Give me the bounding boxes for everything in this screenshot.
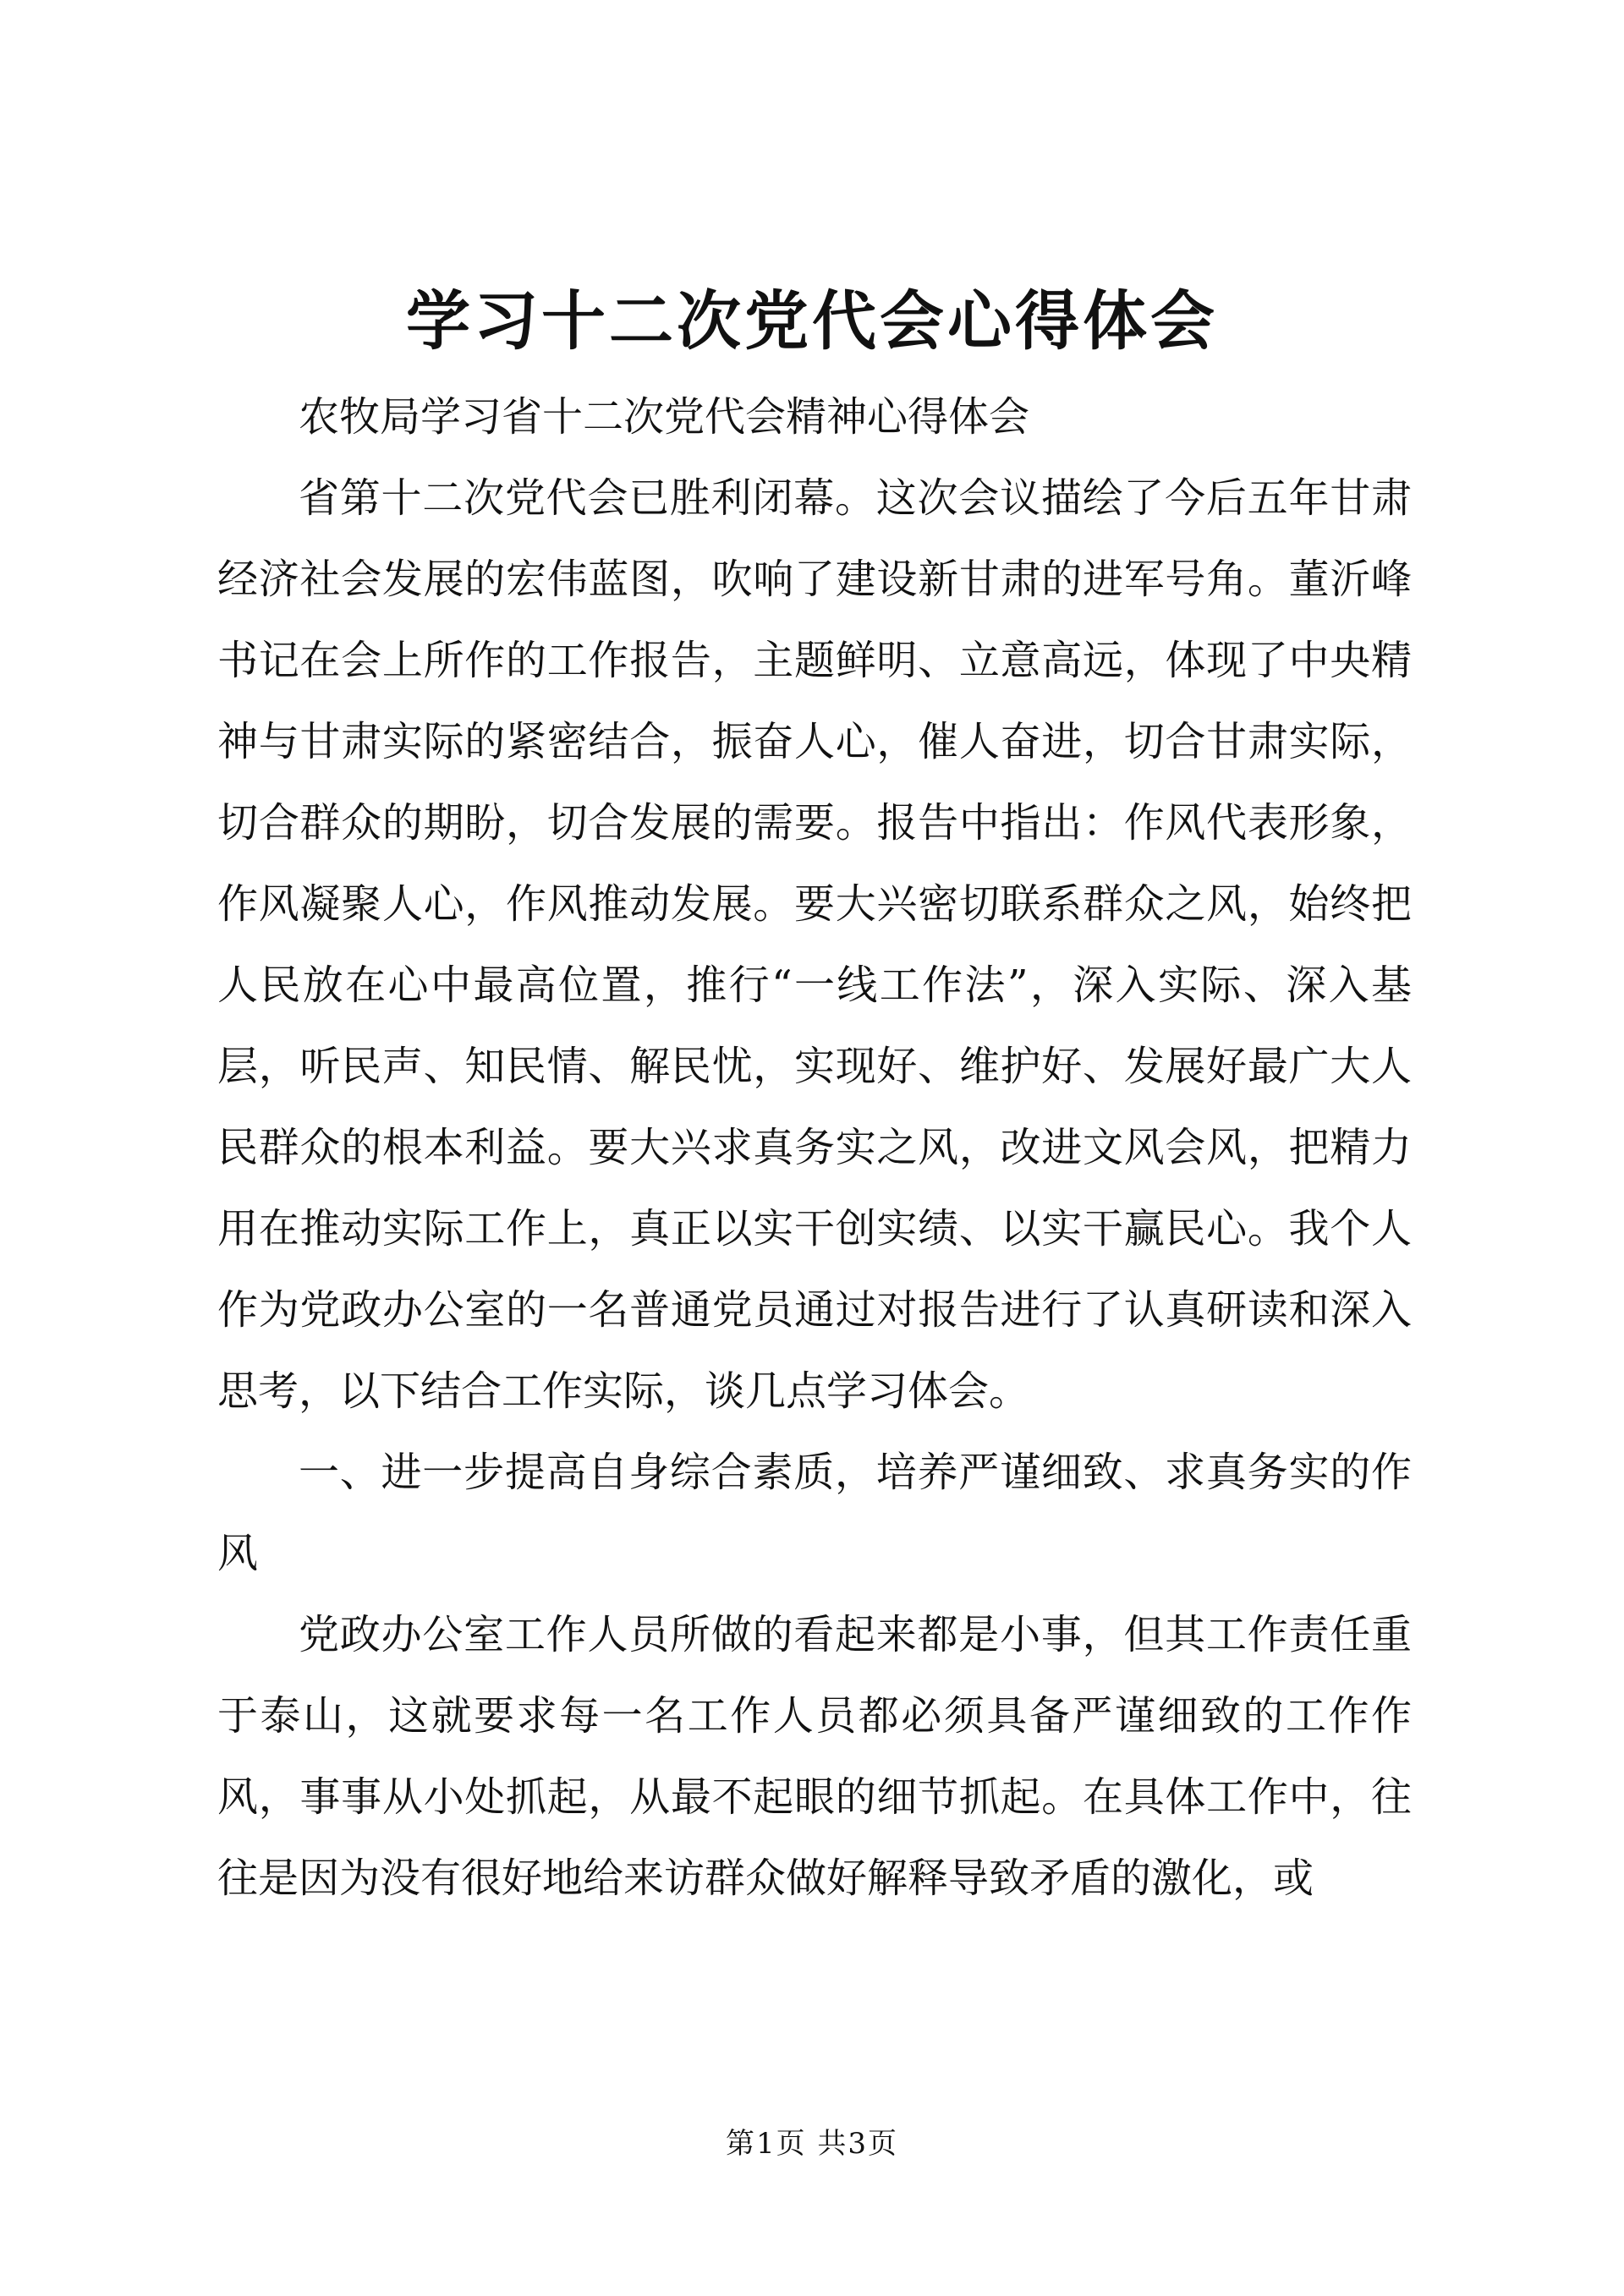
body-paragraph: 党政办公室工作人员所做的看起来都是小事，但其工作责任重于泰山，这就要求每一名工作人员都必须具备严谨细致的工作作风，事事从小处抓起，从最不起眼的细节抓起。在具体工作中，往往是因为没有很好地给来访群众做好解释导致矛盾的激化，或	[217, 1611, 1412, 1902]
subtitle-paragraph: 农牧局学习省十二次党代会精神心得体会	[299, 393, 1030, 441]
body-paragraph: 省第十二次党代会已胜利闭幕。这次会议描绘了今后五年甘肃经济社会发展的宏伟蓝图，吹响了建设新甘肃的进军号角。董沂峰书记在会上所作的工作报告，主题鲜明、立意高远，体现了中央精神与甘肃实际的紧密结合，振奋人心，催人奋进，切合甘肃实际，切合群众的期盼，切合发展的需要。报告中指出：作风代表形象，作风凝聚人心，作风推动发展。要大兴密切联系群众之风，始终把人民放在心中最高位置，推行“一线工作法”，深入实际、深入基层，听民声、知民情、解民忧，实现好、维护好、发展好最广大人民群众的根本利益。要大兴求真务实之风，改进文风会风，把精力用在推动实际工作上，真正以实干创实绩、以实干赢民心。我个人作为党政办公室的一名普通党员通过对报告进行了认真研读和深入思考，以下结合工作实际，谈几点学习体会。	[217, 474, 1412, 1415]
document-body	[217, 376, 1412, 1919]
page-number-footer: 第1页 共3页	[725, 2127, 899, 2161]
section-heading: 一、进一步提高自身综合素质，培养严谨细致、求真务实的作风	[217, 1449, 1412, 1577]
document-title: 学习十二次党代会心得体会	[406, 283, 1218, 359]
